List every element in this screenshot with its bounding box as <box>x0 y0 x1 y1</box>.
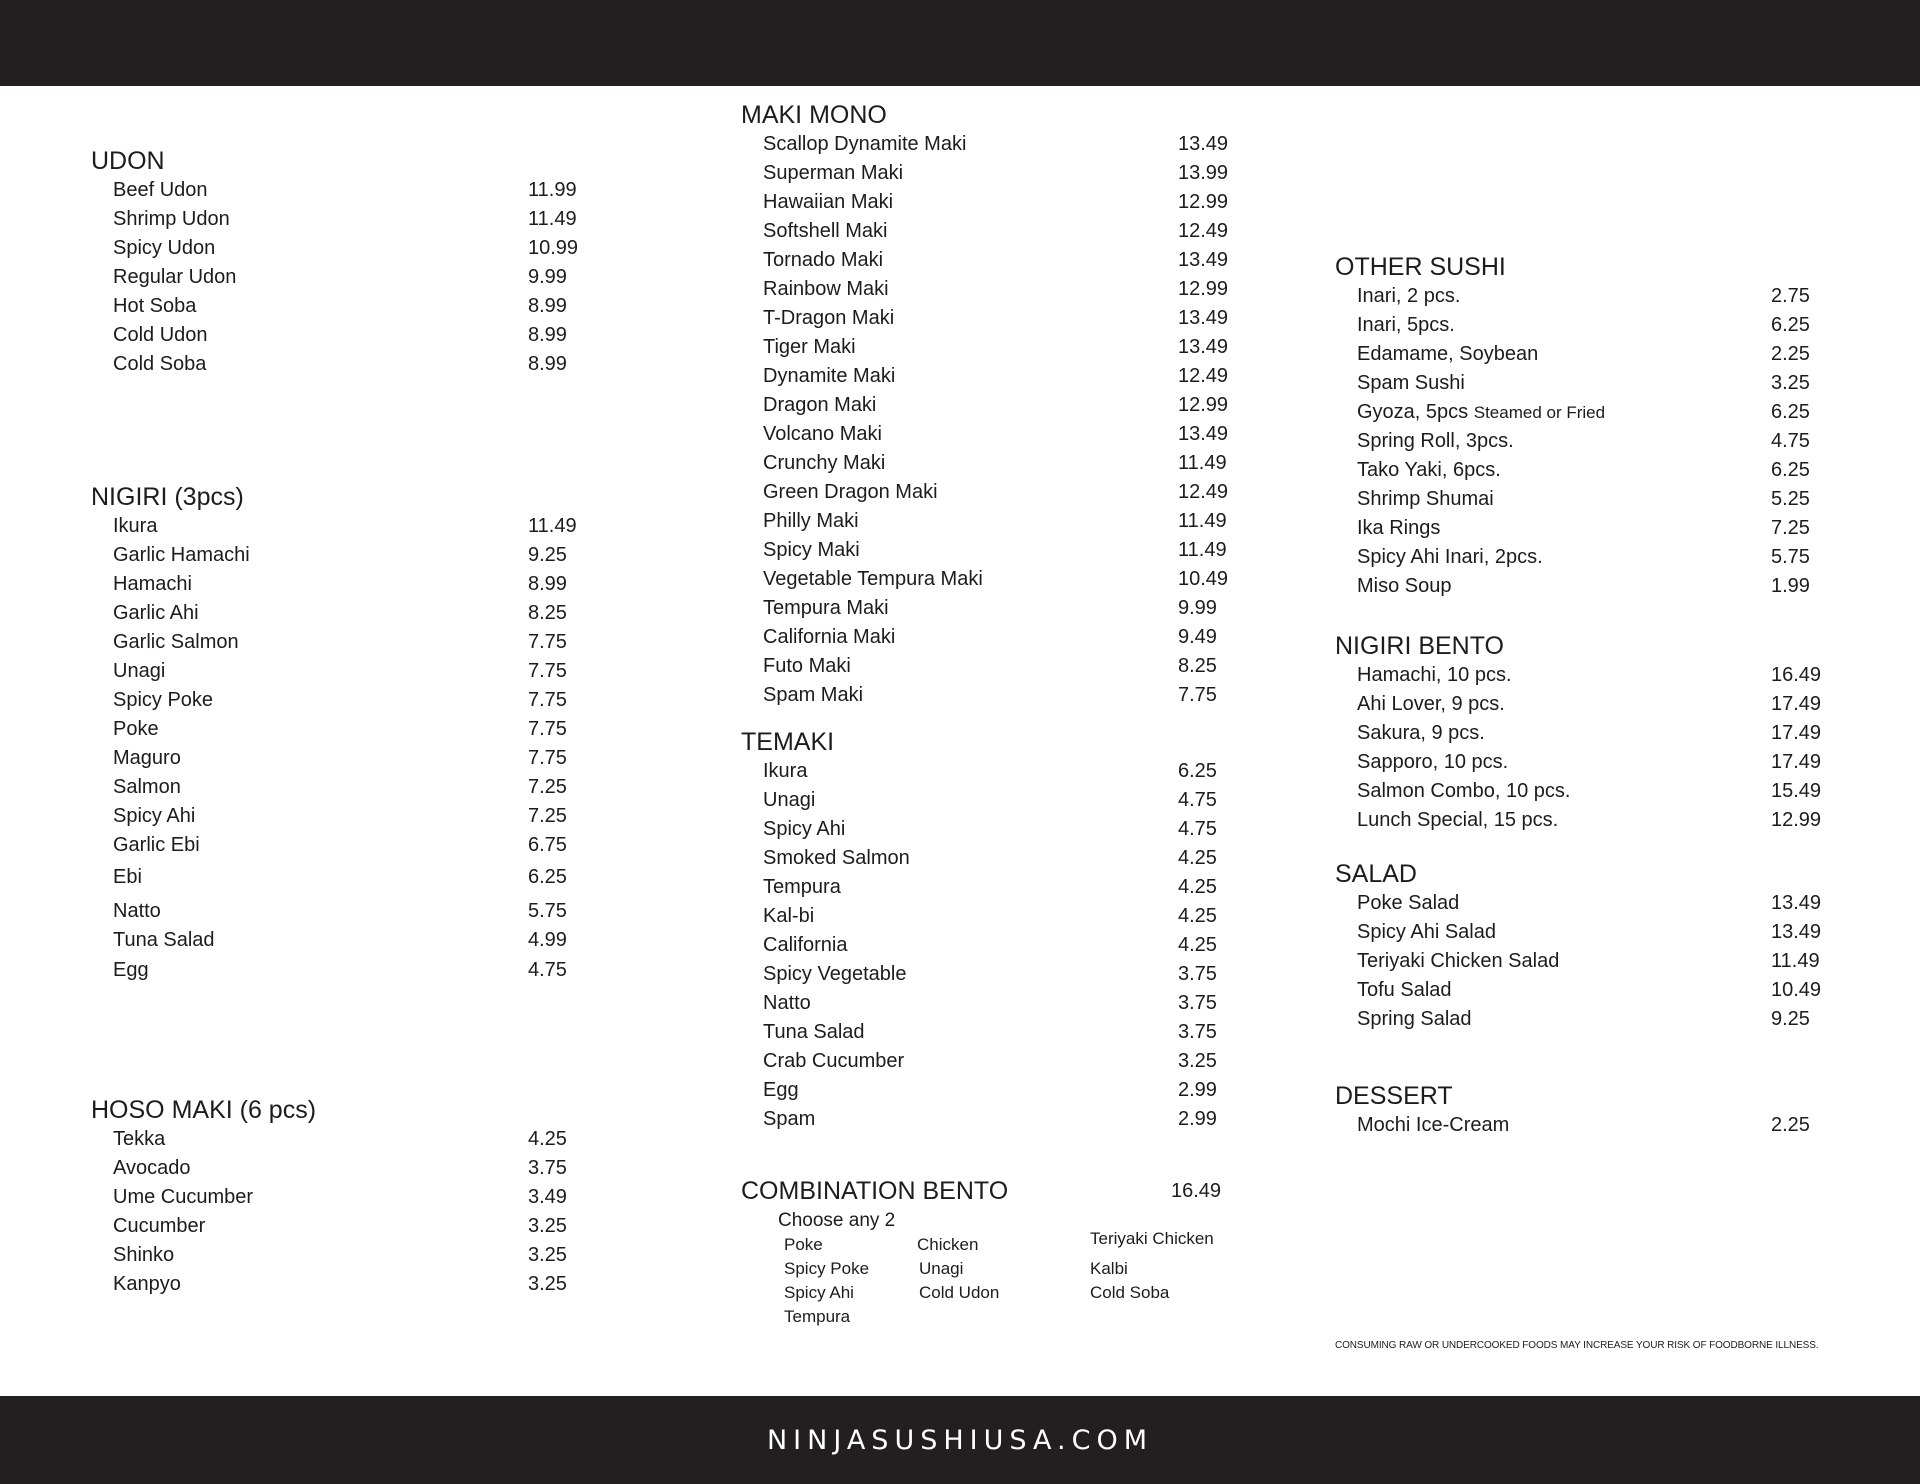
item-price: 3.75 <box>528 1157 567 1179</box>
item-name: Garlic Hamachi <box>113 544 250 566</box>
item-price: 9.99 <box>528 266 567 288</box>
item-price: 7.75 <box>528 689 567 711</box>
item-name: Hot Soba <box>113 295 197 317</box>
item-price: 8.25 <box>1178 655 1217 677</box>
item-price: 8.99 <box>528 353 567 375</box>
item-price: 3.25 <box>528 1244 567 1266</box>
item-price: 11.99 <box>528 179 577 201</box>
item-name: Superman Maki <box>763 162 904 184</box>
item-price: 13.49 <box>1771 892 1822 914</box>
item-name: Egg <box>763 1079 799 1101</box>
item-price: 10.49 <box>1771 979 1822 1001</box>
item-price: 4.25 <box>1178 876 1217 898</box>
item-name: Ahi Lover, 9 pcs. <box>1357 693 1505 715</box>
foodborne-disclaimer: CONSUMING RAW OR UNDERCOOKED FOODS MAY INCREASE YOUR RISK OF FOODBORNE ILLNESS. <box>1335 1340 1819 1351</box>
item-name: Regular Udon <box>113 266 237 288</box>
item-price: 2.25 <box>1771 343 1810 365</box>
item-name: Kanpyo <box>113 1273 181 1295</box>
item-price: 7.75 <box>528 718 567 740</box>
item-price: 11.49 <box>528 208 577 230</box>
item-name: Natto <box>763 992 811 1014</box>
bottom-banner <box>0 1396 1920 1484</box>
item-price: 8.99 <box>528 573 567 595</box>
item-price: 2.25 <box>1771 1114 1810 1136</box>
item-price: 2.99 <box>1178 1079 1217 1101</box>
item-name: Dynamite Maki <box>763 365 896 387</box>
item-price: 12.49 <box>1178 365 1229 387</box>
item-price: 6.25 <box>1771 459 1810 481</box>
item-price: 17.49 <box>1771 722 1822 744</box>
item-name: Spam <box>763 1108 816 1130</box>
item-name: Unagi <box>113 660 166 682</box>
item-price: 12.99 <box>1771 809 1822 831</box>
item-name: Spam Sushi <box>1357 372 1465 394</box>
item-name: Ume Cucumber <box>113 1186 254 1208</box>
item-name: Spicy Vegetable <box>763 963 907 985</box>
item-name: Edamame, Soybean <box>1357 343 1539 365</box>
combo-option: Spicy Ahi <box>784 1283 854 1302</box>
combo-option: Kalbi <box>1090 1259 1128 1278</box>
website-url[interactable]: NINJASUSHIUSA.COM <box>766 1424 1153 1456</box>
item-name: Spicy Maki <box>763 539 860 561</box>
item-name: Futo Maki <box>763 655 851 677</box>
item-price: 3.25 <box>528 1215 567 1237</box>
item-name: Spicy Udon <box>113 237 216 259</box>
item-name: Spicy Ahi Salad <box>1357 921 1496 943</box>
item-name: Tofu Salad <box>1357 979 1452 1001</box>
choose-note: Choose any 2 <box>778 1210 896 1231</box>
item-price: 6.25 <box>1771 401 1810 423</box>
item-name: Philly Maki <box>763 510 859 532</box>
item-price: 6.25 <box>528 866 567 888</box>
item-price: 13.49 <box>1178 336 1229 358</box>
item-name: Spicy Ahi <box>763 818 846 840</box>
section-title: OTHER SUSHI <box>1335 253 1506 281</box>
item-name: Inari, 2 pcs. <box>1357 285 1461 307</box>
item-price: 12.49 <box>1178 220 1229 242</box>
item-price: 9.25 <box>1771 1008 1810 1030</box>
item-price: 8.25 <box>528 602 567 624</box>
item-name: Hamachi <box>113 573 192 595</box>
item-price: 13.49 <box>1178 249 1229 271</box>
item-price: 4.75 <box>1178 818 1217 840</box>
item-name: California <box>763 934 848 956</box>
item-name: Tempura <box>763 876 841 898</box>
item-name: Smoked Salmon <box>763 847 910 869</box>
item-price: 7.75 <box>528 631 567 653</box>
item-name: Softshell Maki <box>763 220 888 242</box>
item-price: 16.49 <box>1771 664 1822 686</box>
combo-option: Tempura <box>784 1307 851 1326</box>
combo-option: Teriyaki Chicken <box>1090 1229 1214 1248</box>
item-name: Teriyaki Chicken Salad <box>1357 950 1560 972</box>
item-name: Vegetable Tempura Maki <box>763 568 983 590</box>
item-name: Sapporo, 10 pcs. <box>1357 751 1509 773</box>
combo-option: Cold Udon <box>919 1283 1000 1302</box>
item-name: Tuna Salad <box>113 929 215 951</box>
item-price: 6.75 <box>528 834 567 856</box>
item-name: Ikura <box>113 515 158 537</box>
item-name: Dragon Maki <box>763 394 877 416</box>
section-title: NIGIRI (3pcs) <box>91 483 244 511</box>
section-title: TEMAKI <box>741 728 835 756</box>
item-name: California Maki <box>763 626 896 648</box>
item-price: 16.49 <box>1171 1180 1222 1202</box>
item-name: Tempura Maki <box>763 597 889 619</box>
item-price: 9.49 <box>1178 626 1217 648</box>
item-price: 12.99 <box>1178 394 1229 416</box>
item-name: Avocado <box>113 1157 191 1179</box>
item-name: Lunch Special, 15 pcs. <box>1357 809 1559 831</box>
combination-bento-section <box>741 1177 1241 1337</box>
item-price: 1.99 <box>1771 575 1810 597</box>
item-price: 11.49 <box>1178 539 1227 561</box>
item-price: 11.49 <box>1178 452 1227 474</box>
item-name: Tuna Salad <box>763 1021 865 1043</box>
item-name: Sakura, 9 pcs. <box>1357 722 1485 744</box>
item-price: 15.49 <box>1771 780 1822 802</box>
item-name: Maguro <box>113 747 181 769</box>
item-price: 7.25 <box>528 776 567 798</box>
item-price: 13.99 <box>1178 162 1229 184</box>
item-price: 4.25 <box>1178 847 1217 869</box>
item-name: Volcano Maki <box>763 423 882 445</box>
combo-option: Poke <box>784 1235 823 1254</box>
item-name: Shrimp Shumai <box>1357 488 1494 510</box>
item-price: 2.75 <box>1771 285 1810 307</box>
item-name: Miso Soup <box>1357 575 1452 597</box>
item-price: 12.99 <box>1178 278 1229 300</box>
item-price: 13.49 <box>1178 307 1229 329</box>
item-name: Hawaiian Maki <box>763 191 894 213</box>
item-name: Unagi <box>763 789 816 811</box>
item-price: 4.99 <box>528 929 567 951</box>
item-name: Garlic Salmon <box>113 631 239 653</box>
item-price: 13.49 <box>1178 133 1229 155</box>
item-name: Spring Salad <box>1357 1008 1472 1030</box>
item-price: 3.75 <box>1178 992 1217 1014</box>
combo-option: Chicken <box>917 1235 979 1254</box>
item-name: Spicy Ahi Inari, 2pcs. <box>1357 546 1543 568</box>
item-name: T-Dragon Maki <box>763 307 895 329</box>
item-price: 12.49 <box>1178 481 1229 503</box>
section-title: HOSO MAKI (6 pcs) <box>91 1096 317 1124</box>
item-price: 4.75 <box>1771 430 1810 452</box>
item-price: 11.49 <box>1771 950 1820 972</box>
item-price: 7.75 <box>1178 684 1217 706</box>
item-name: Poke <box>113 718 159 740</box>
item-name: Salmon Combo, 10 pcs. <box>1357 780 1571 802</box>
item-name: Mochi Ice-Cream <box>1357 1114 1510 1136</box>
item-price: 4.25 <box>1178 934 1217 956</box>
item-price: 3.49 <box>528 1186 567 1208</box>
combo-option: Unagi <box>919 1259 964 1278</box>
item-price: 4.25 <box>1178 905 1217 927</box>
item-price: 3.25 <box>528 1273 567 1295</box>
combo-option: Cold Soba <box>1090 1283 1170 1302</box>
item-name: Cold Soba <box>113 353 207 375</box>
item-price: 3.25 <box>1178 1050 1217 1072</box>
item-price: 5.75 <box>1771 546 1810 568</box>
item-price: 3.25 <box>1771 372 1810 394</box>
item-name: Kal-bi <box>763 905 815 927</box>
item-price: 7.25 <box>528 805 567 827</box>
item-price: 7.25 <box>1771 517 1810 539</box>
item-name: Spicy Poke <box>113 689 214 711</box>
item-price: 7.75 <box>528 747 567 769</box>
section-title: UDON <box>91 147 165 175</box>
item-name: Natto <box>113 900 161 922</box>
item-name: Scallop Dynamite Maki <box>763 133 967 155</box>
item-price: 6.25 <box>1771 314 1810 336</box>
section-title: NIGIRI BENTO <box>1335 632 1505 660</box>
item-name: Beef Udon <box>113 179 208 201</box>
item-price: 8.99 <box>528 324 567 346</box>
item-name: Shinko <box>113 1244 175 1266</box>
item-price: 6.25 <box>1178 760 1217 782</box>
item-name: Tako Yaki, 6pcs. <box>1357 459 1501 481</box>
item-name: Salmon <box>113 776 181 798</box>
item-name: Tornado Maki <box>763 249 884 271</box>
top-banner <box>0 0 1920 86</box>
item-name: Cold Udon <box>113 324 208 346</box>
item-price: 2.99 <box>1178 1108 1217 1130</box>
item-name: Crab Cucumber <box>763 1050 905 1072</box>
item-name: Poke Salad <box>1357 892 1460 914</box>
item-price: 8.99 <box>528 295 567 317</box>
item-price: 3.75 <box>1178 963 1217 985</box>
item-price: 17.49 <box>1771 693 1822 715</box>
item-price: 9.99 <box>1178 597 1217 619</box>
item-name: Inari, 5pcs. <box>1357 314 1455 336</box>
item-price: 13.49 <box>1178 423 1229 445</box>
item-name <box>1357 398 1605 427</box>
item-name-text: Gyoza, 5pcs <box>1357 401 1469 423</box>
combo-option: Spicy Poke <box>784 1259 870 1278</box>
item-price: 4.75 <box>1178 789 1217 811</box>
item-price: 10.99 <box>528 237 579 259</box>
item-name: Hamachi, 10 pcs. <box>1357 664 1512 686</box>
item-price: 5.75 <box>528 900 567 922</box>
item-price: 9.25 <box>528 544 567 566</box>
item-name: Ebi <box>113 866 142 888</box>
item-name: Crunchy Maki <box>763 452 886 474</box>
item-name: Shrimp Udon <box>113 208 230 230</box>
item-name: Green Dragon Maki <box>763 481 938 503</box>
item-name: Spicy Ahi <box>113 805 196 827</box>
item-price: 3.75 <box>1178 1021 1217 1043</box>
item-name: Ika Rings <box>1357 517 1441 539</box>
item-note: Steamed or Fried <box>1473 403 1606 422</box>
item-name: Tiger Maki <box>763 336 856 358</box>
item-price: 4.25 <box>528 1128 567 1150</box>
item-price: 17.49 <box>1771 751 1822 773</box>
section-title: DESSERT <box>1335 1082 1453 1110</box>
item-price: 11.49 <box>528 515 577 537</box>
item-name: Ikura <box>763 760 808 782</box>
item-price: 7.75 <box>528 660 567 682</box>
item-price: 11.49 <box>1178 510 1227 532</box>
item-name: Garlic Ahi <box>113 602 199 624</box>
item-price: 13.49 <box>1771 921 1822 943</box>
section-title: SALAD <box>1335 860 1417 888</box>
item-name: Tekka <box>113 1128 166 1150</box>
section-title: MAKI MONO <box>741 101 887 129</box>
item-price: 4.75 <box>528 959 567 981</box>
item-name: Garlic Ebi <box>113 834 200 856</box>
item-name: Spring Roll, 3pcs. <box>1357 430 1514 452</box>
item-price: 10.49 <box>1178 568 1229 590</box>
section-title: COMBINATION BENTO <box>741 1177 1009 1205</box>
combo-price <box>1171 1177 1221 1206</box>
item-name: Egg <box>113 959 149 981</box>
item-price: 12.99 <box>1178 191 1229 213</box>
item-name: Rainbow Maki <box>763 278 889 300</box>
item-name: Spam Maki <box>763 684 864 706</box>
item-price: 5.25 <box>1771 488 1810 510</box>
item-name: Cucumber <box>113 1215 206 1237</box>
